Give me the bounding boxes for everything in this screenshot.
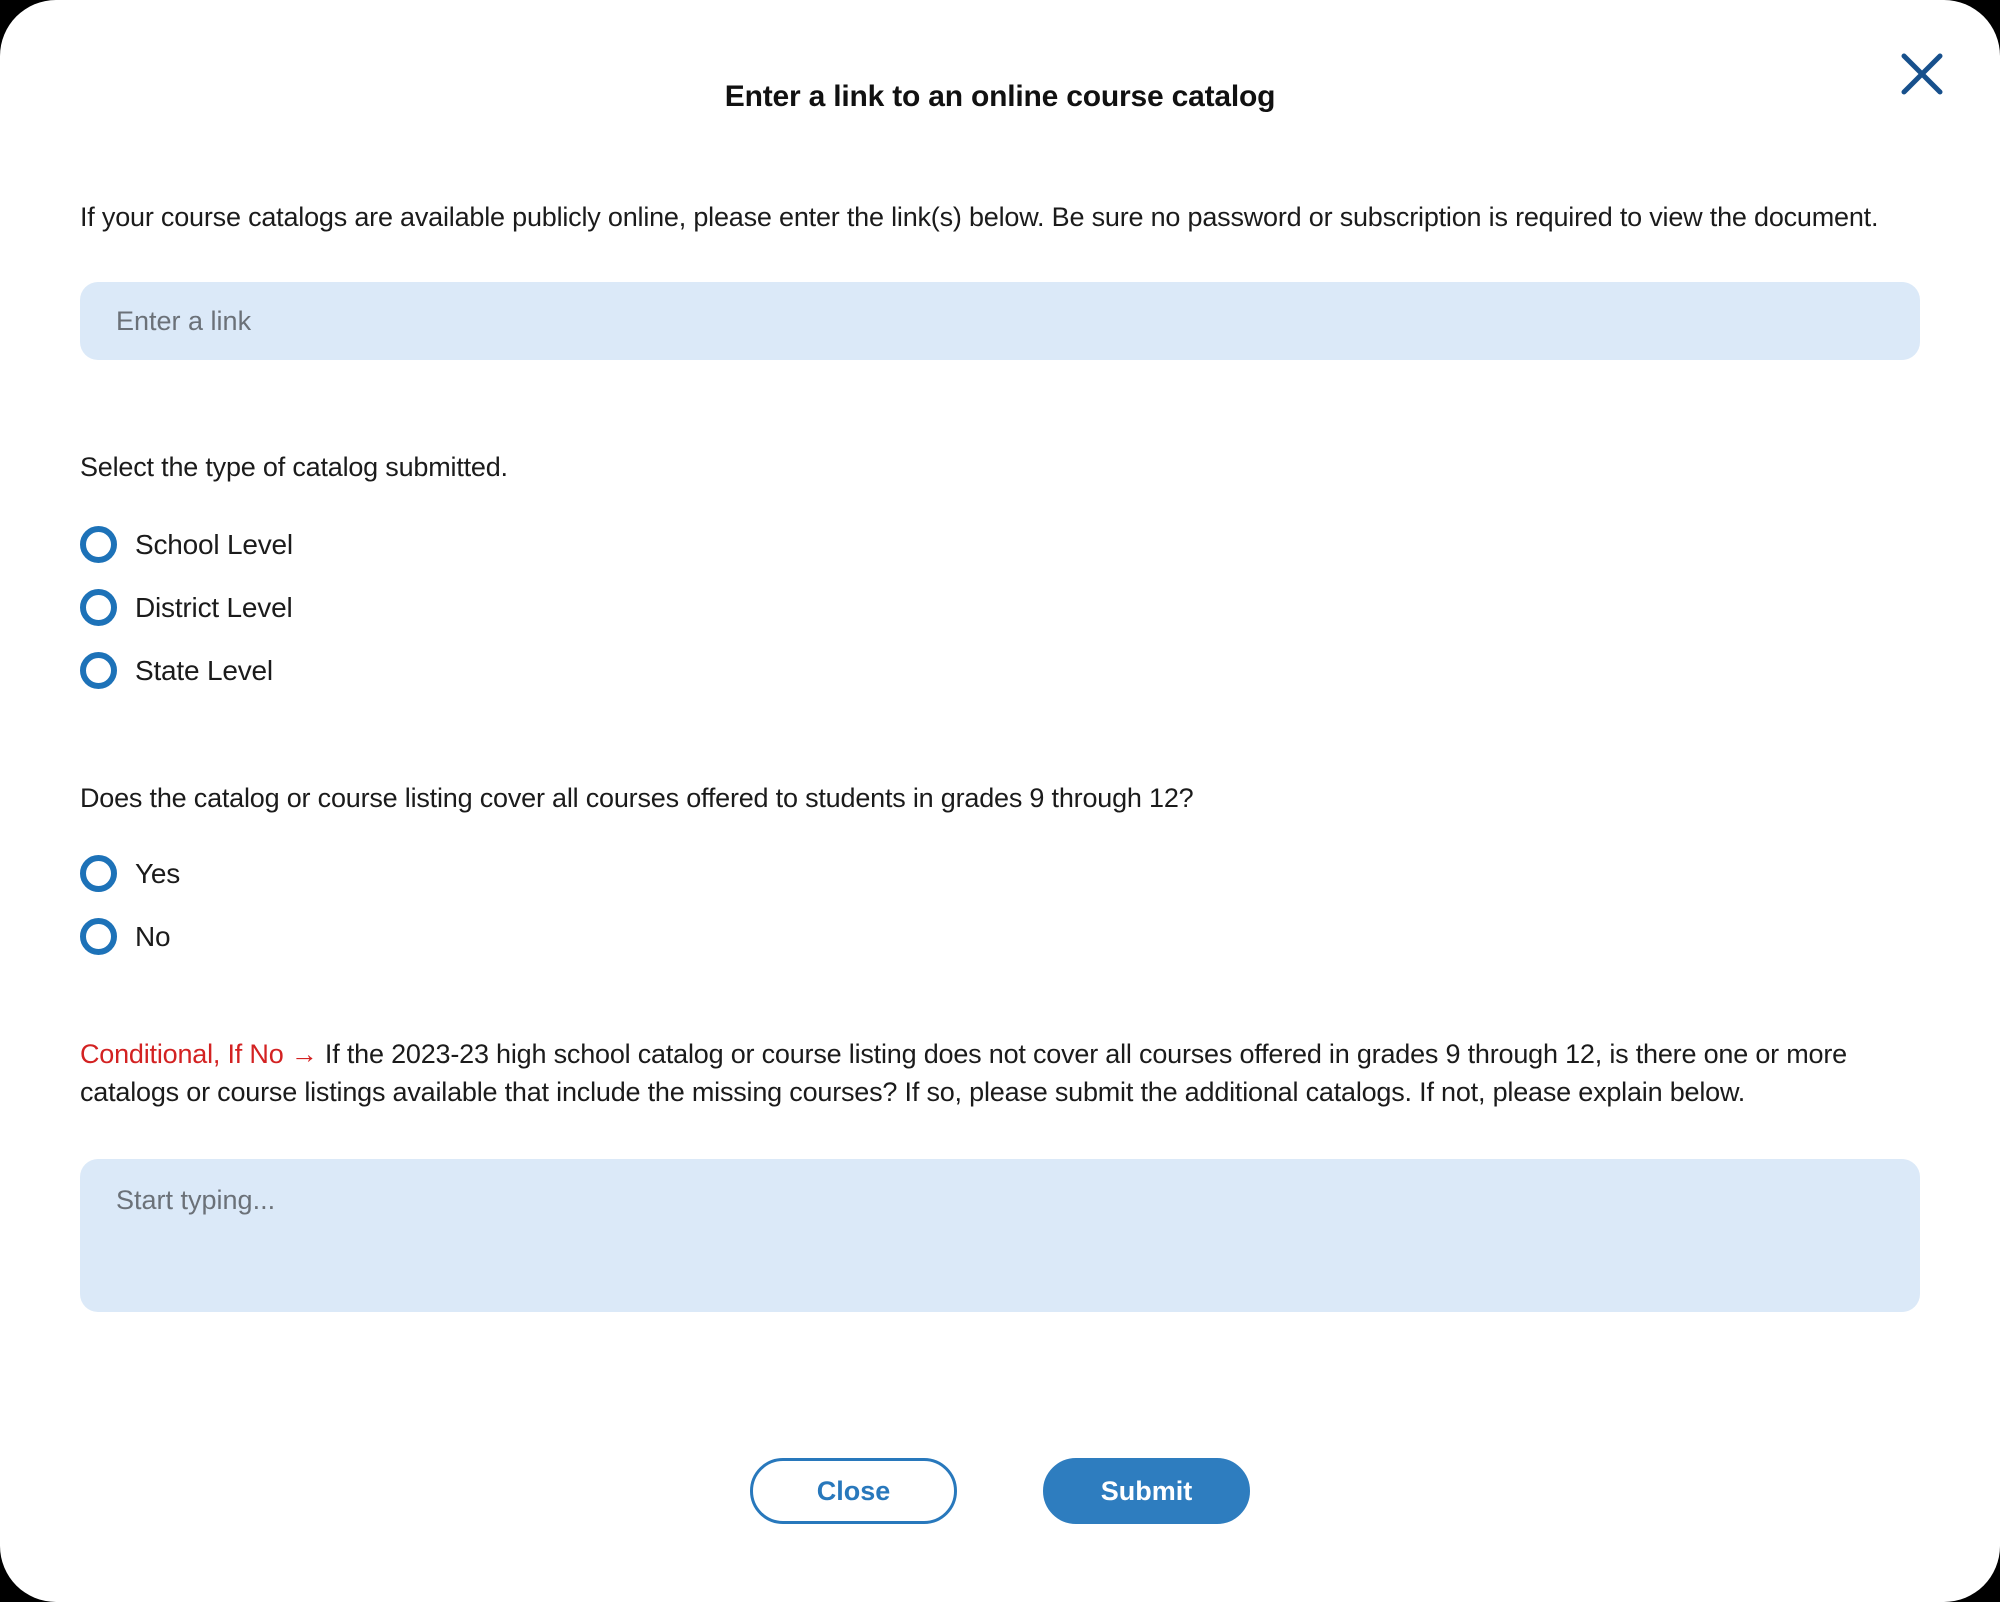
radio-circle-icon — [80, 589, 117, 626]
radio-option-label: State Level — [135, 654, 273, 686]
radio-circle-icon — [80, 652, 117, 689]
close-icon[interactable] — [1898, 50, 1946, 98]
radio-option-state-level[interactable] — [80, 652, 273, 689]
radio-circle-icon — [80, 855, 117, 892]
page-title: Enter a link to an online course catalog — [724, 80, 1276, 113]
coverage-radio-group — [80, 855, 1920, 955]
radio-option-label: District Level — [135, 591, 293, 623]
radio-option-label: No — [135, 920, 171, 952]
radio-option-district-level[interactable] — [80, 589, 292, 626]
conditional-note — [80, 1035, 1920, 1111]
radio-circle-icon — [80, 918, 117, 955]
coverage-question-label: Does the catalog or course listing cover all courses offered to students in grades 9 through 12? — [80, 783, 1194, 813]
link-input[interactable] — [80, 282, 1920, 360]
x-icon — [1900, 52, 1944, 96]
explanation-textarea[interactable] — [80, 1159, 1920, 1312]
action-buttons-row — [0, 1458, 2000, 1524]
radio-option-yes[interactable] — [80, 855, 180, 892]
submit-button[interactable]: Submit — [1043, 1458, 1250, 1524]
catalog-type-radio-group — [80, 526, 1920, 689]
close-button[interactable]: Close — [750, 1458, 957, 1524]
catalog-type-label: Select the type of catalog submitted. — [80, 452, 508, 482]
intro-text: If your course catalogs are available publicly online, please enter the link(s) below. Be sure no password or subscription is required to view the document. — [80, 202, 1879, 232]
radio-option-label: School Level — [135, 528, 293, 560]
conditional-note-text: If the 2023-23 high school catalog or course listing does not cover all courses offered in grades 9 through 12, is there one or more catalogs or course listings available that include the missing courses? If so, please submit the additional catalogs. If not, please explain below. — [80, 1039, 1847, 1107]
radio-option-school-level[interactable] — [80, 526, 293, 563]
radio-circle-icon — [80, 526, 117, 563]
conditional-note-prefix: Conditional, If No → — [80, 1039, 318, 1069]
modal-header — [80, 0, 1920, 114]
radio-option-label: Yes — [135, 857, 181, 889]
radio-option-no[interactable] — [80, 918, 170, 955]
